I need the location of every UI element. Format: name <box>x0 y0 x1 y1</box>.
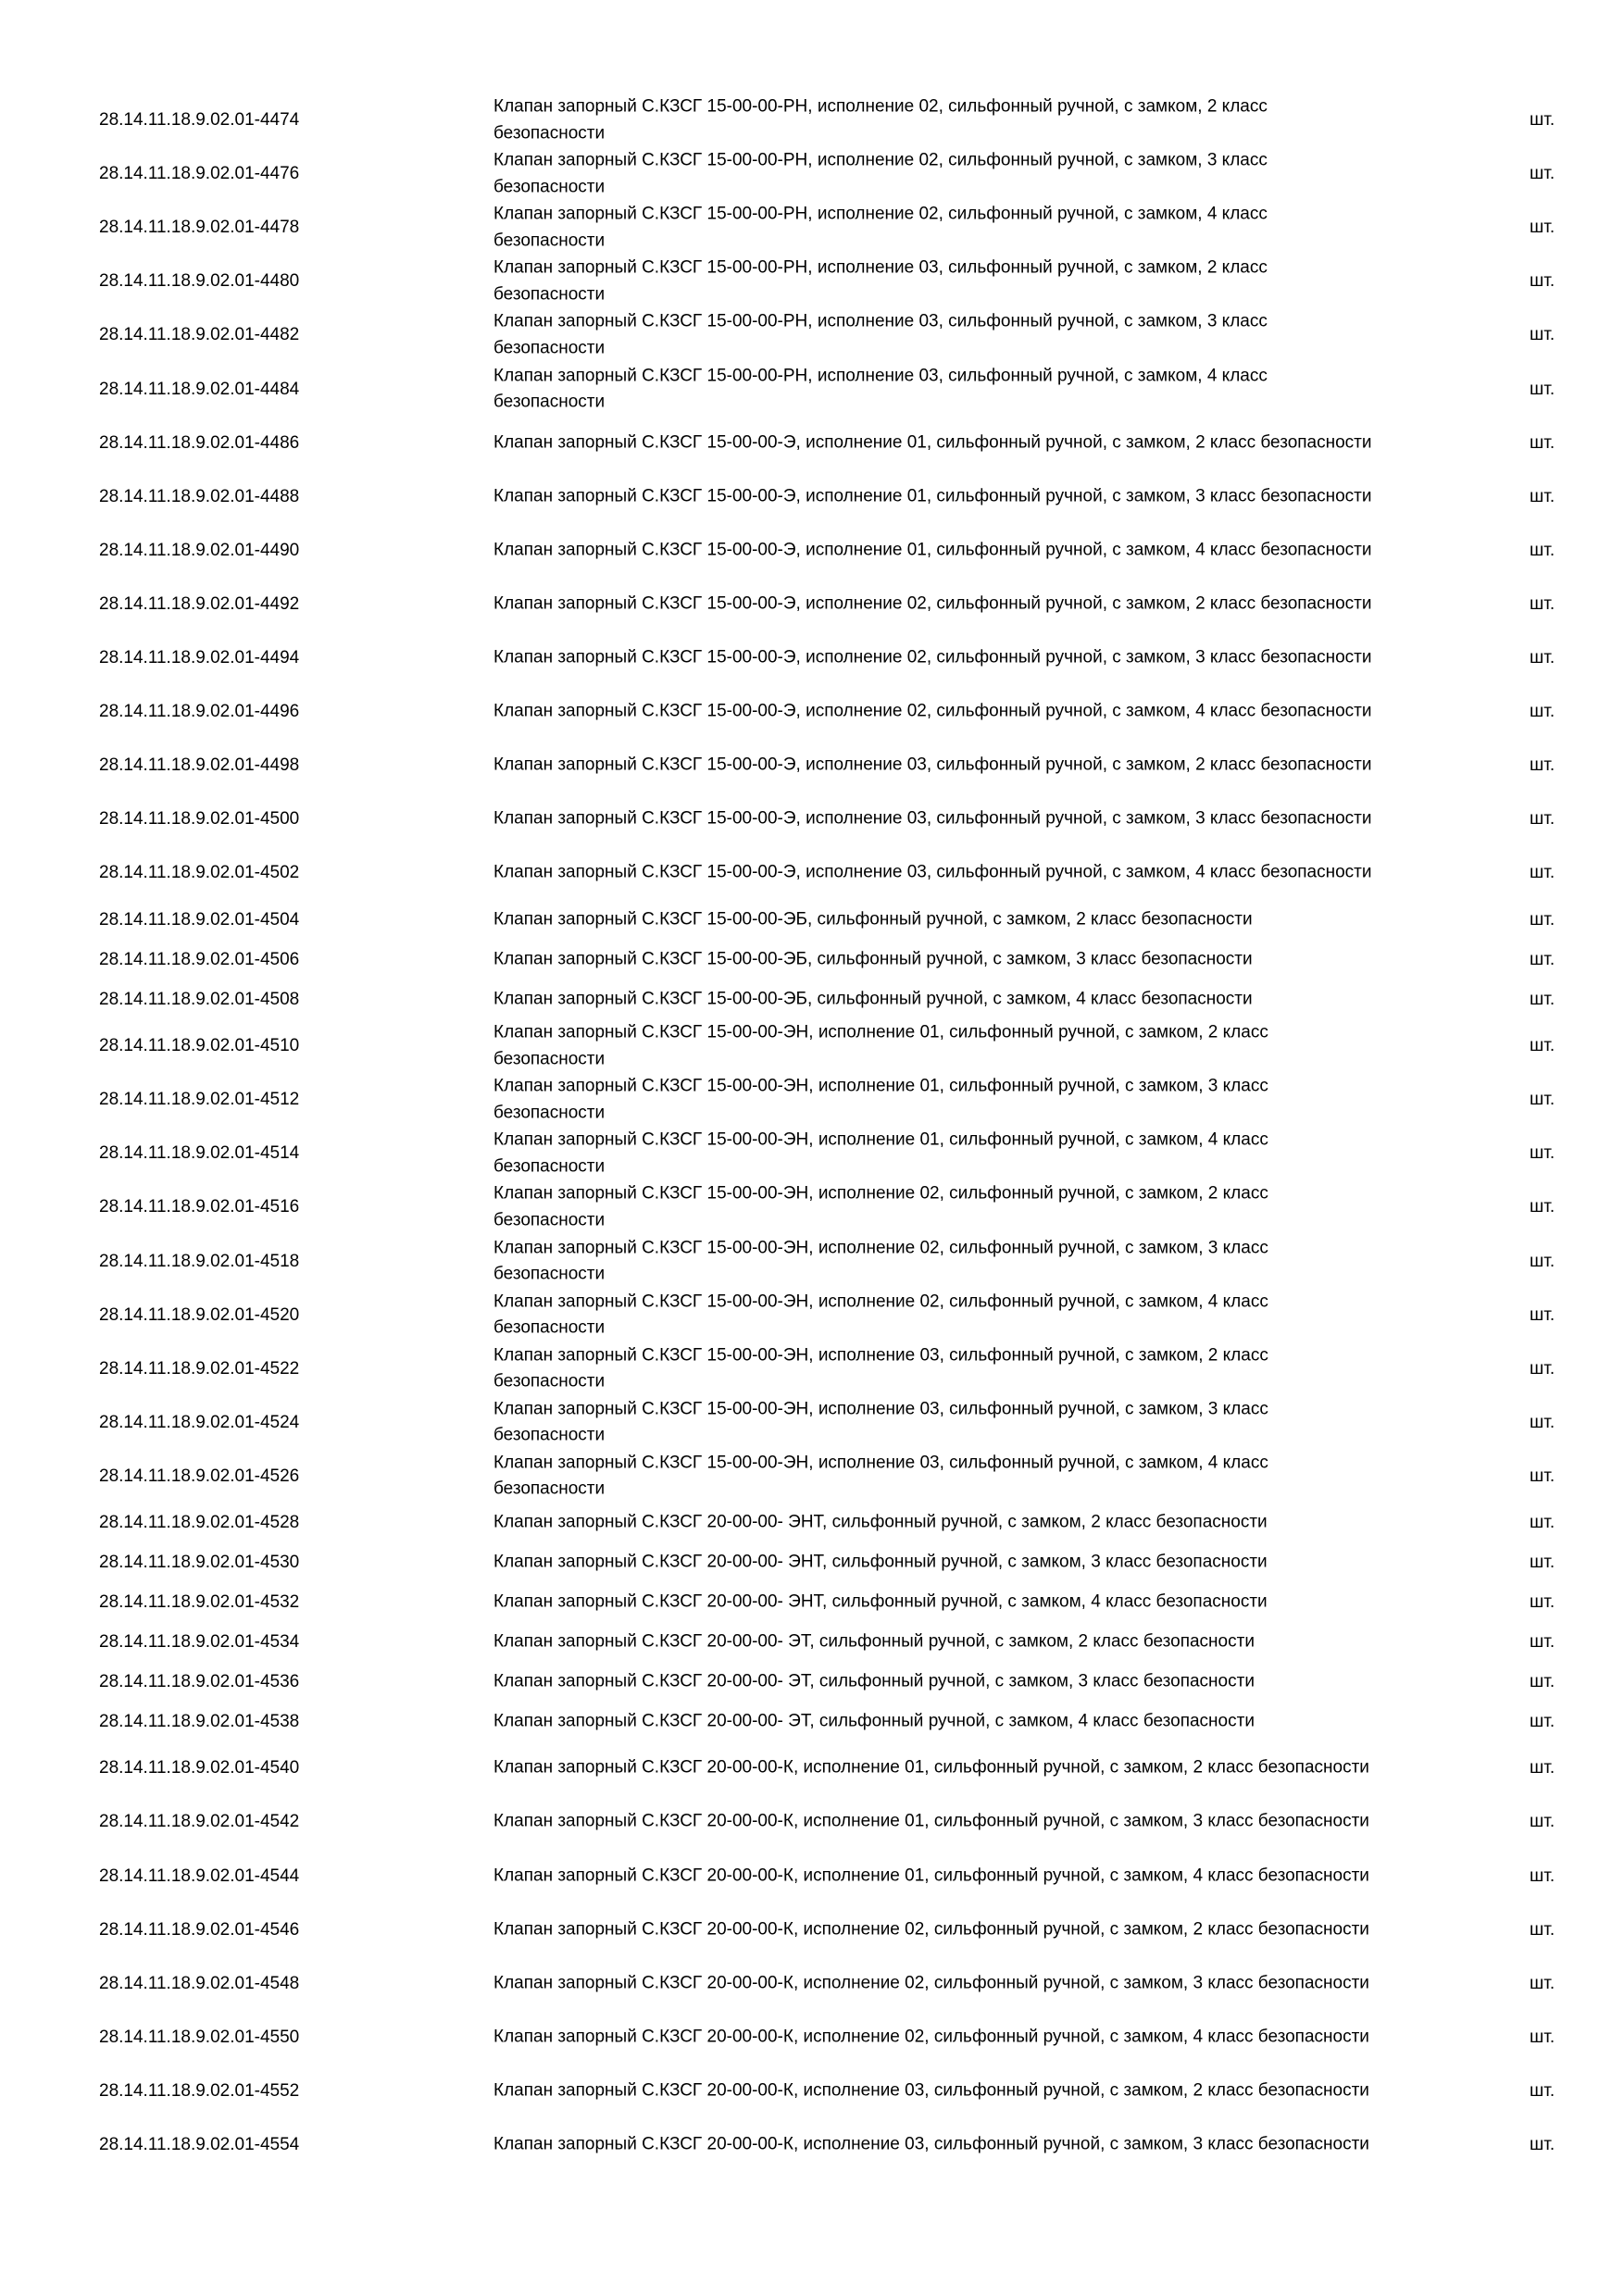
item-code: 28.14.11.18.9.02.01-4530 <box>99 1553 300 1573</box>
table-row <box>0 685 1624 739</box>
item-unit: шт. <box>1530 809 1555 830</box>
item-description: Клапан запорный С.КЗСГ 15-00-00-РН, исполнение 02, сильфонный ручной, с замком, 2 класс безопасности <box>493 96 1268 144</box>
item-description: Клапан запорный С.КЗСГ 15-00-00-ЭБ, сильфонный ручной, с замком, 3 класс безопасности <box>493 949 1253 969</box>
item-code: 28.14.11.18.9.02.01-4524 <box>99 1412 300 1432</box>
item-unit: шт. <box>1530 1197 1555 1217</box>
table-row <box>0 1623 1624 1663</box>
item-description: Клапан запорный С.КЗСГ 15-00-00-ЭН, исполнение 03, сильфонный ручной, с замком, 2 класс безопасности <box>493 1345 1268 1391</box>
item-code: 28.14.11.18.9.02.01-4476 <box>99 164 300 184</box>
table-row <box>0 201 1624 255</box>
item-description: Клапан запорный С.КЗСГ 15-00-00-РН, исполнение 03, сильфонный ручной, с замком, 2 класс безопасности <box>493 257 1268 305</box>
item-code: 28.14.11.18.9.02.01-4496 <box>99 702 300 722</box>
item-unit: шт. <box>1530 2080 1555 2101</box>
item-description: Клапан запорный С.КЗСГ 15-00-00-ЭН, исполнение 02, сильфонный ручной, с замком, 4 класс безопасности <box>493 1292 1268 1338</box>
table-row <box>0 900 1624 940</box>
item-description: Клапан запорный С.КЗСГ 15-00-00-ЭБ, сильфонный ручной, с замком, 2 класс безопасности <box>493 909 1253 930</box>
table-row <box>0 1396 1624 1450</box>
item-code: 28.14.11.18.9.02.01-4504 <box>99 909 300 930</box>
item-unit: шт. <box>1530 702 1555 722</box>
item-description: Клапан запорный С.КЗСГ 15-00-00-РН, исполнение 02, сильфонный ручной, с замком, 3 класс безопасности <box>493 150 1268 197</box>
item-unit: шт. <box>1530 1553 1555 1573</box>
item-code: 28.14.11.18.9.02.01-4486 <box>99 432 300 453</box>
item-unit: шт. <box>1530 1304 1555 1325</box>
item-unit: шт. <box>1530 863 1555 883</box>
table-row <box>0 1849 1624 1903</box>
item-unit: шт. <box>1530 1513 1555 1533</box>
table-row <box>0 362 1624 416</box>
table-row <box>0 1543 1624 1583</box>
item-code: 28.14.11.18.9.02.01-4554 <box>99 2134 300 2154</box>
table-row <box>0 631 1624 685</box>
table-row <box>0 147 1624 201</box>
item-unit: шт. <box>1530 1090 1555 1110</box>
item-description: Клапан запорный С.КЗСГ 20-00-00-К, исполнение 01, сильфонный ручной, с замком, 2 класс безопасности <box>493 1758 1369 1778</box>
item-code: 28.14.11.18.9.02.01-4492 <box>99 593 300 614</box>
item-code: 28.14.11.18.9.02.01-4552 <box>99 2080 300 2101</box>
table-row <box>0 1019 1624 1073</box>
table-row <box>0 846 1624 900</box>
item-description: Клапан запорный С.КЗСГ 20-00-00- ЭТ, сильфонный ручной, с замком, 3 класс безопасности <box>493 1671 1255 1691</box>
table-row <box>0 739 1624 792</box>
item-unit: шт. <box>1530 1812 1555 1832</box>
item-code: 28.14.11.18.9.02.01-4474 <box>99 110 300 131</box>
item-code: 28.14.11.18.9.02.01-4506 <box>99 949 300 969</box>
item-description: Клапан запорный С.КЗСГ 15-00-00-Э, исполнение 02, сильфонный ручной, с замком, 2 класс безопасности <box>493 593 1372 614</box>
table-row <box>0 1234 1624 1288</box>
item-description: Клапан запорный С.КЗСГ 20-00-00-К, исполнение 02, сильфонный ручной, с замком, 3 класс безопасности <box>493 1973 1369 1993</box>
item-code: 28.14.11.18.9.02.01-4542 <box>99 1812 300 1832</box>
table-row <box>0 1450 1624 1504</box>
item-code: 28.14.11.18.9.02.01-4482 <box>99 325 300 345</box>
table-row <box>0 1180 1624 1234</box>
table-row <box>0 524 1624 578</box>
item-unit: шт. <box>1530 1973 1555 1993</box>
table-row <box>0 2011 1624 2065</box>
table-row <box>0 1342 1624 1396</box>
item-code: 28.14.11.18.9.02.01-4534 <box>99 1632 300 1653</box>
item-unit: шт. <box>1530 1036 1555 1056</box>
item-code: 28.14.11.18.9.02.01-4540 <box>99 1758 300 1778</box>
table-row <box>0 2118 1624 2172</box>
item-description: Клапан запорный С.КЗСГ 20-00-00- ЭНТ, сильфонный ручной, с замком, 2 класс безопасности <box>493 1513 1268 1533</box>
item-unit: шт. <box>1530 110 1555 131</box>
table-row <box>0 1795 1624 1849</box>
item-unit: шт. <box>1530 486 1555 506</box>
table-row <box>0 1662 1624 1702</box>
item-description: Клапан запорный С.КЗСГ 15-00-00-РН, исполнение 02, сильфонный ручной, с замком, 4 класс безопасности <box>493 204 1268 251</box>
item-code: 28.14.11.18.9.02.01-4484 <box>99 379 300 399</box>
table-row <box>0 1583 1624 1623</box>
item-unit: шт. <box>1530 271 1555 292</box>
table-row <box>0 1073 1624 1127</box>
item-description: Клапан запорный С.КЗСГ 15-00-00-ЭН, исполнение 03, сильфонный ручной, с замком, 4 класс безопасности <box>493 1453 1268 1499</box>
item-code: 28.14.11.18.9.02.01-4500 <box>99 809 300 830</box>
item-unit: шт. <box>1530 593 1555 614</box>
item-code: 28.14.11.18.9.02.01-4480 <box>99 271 300 292</box>
item-code: 28.14.11.18.9.02.01-4520 <box>99 1304 300 1325</box>
item-code: 28.14.11.18.9.02.01-4516 <box>99 1197 300 1217</box>
item-description: Клапан запорный С.КЗСГ 20-00-00-К, исполнение 02, сильфонный ручной, с замком, 4 класс безопасности <box>493 2027 1369 2047</box>
item-code: 28.14.11.18.9.02.01-4514 <box>99 1143 300 1164</box>
item-code: 28.14.11.18.9.02.01-4490 <box>99 540 300 560</box>
item-code: 28.14.11.18.9.02.01-4546 <box>99 1919 300 1940</box>
item-code: 28.14.11.18.9.02.01-4498 <box>99 755 300 776</box>
item-unit: шт. <box>1530 647 1555 668</box>
table-row <box>0 1702 1624 1741</box>
item-description: Клапан запорный С.КЗСГ 15-00-00-ЭН, исполнение 03, сильфонный ручной, с замком, 3 класс безопасности <box>493 1399 1268 1445</box>
item-code: 28.14.11.18.9.02.01-4532 <box>99 1592 300 1613</box>
item-code: 28.14.11.18.9.02.01-4518 <box>99 1251 300 1271</box>
item-code: 28.14.11.18.9.02.01-4510 <box>99 1036 300 1056</box>
item-description: Клапан запорный С.КЗСГ 15-00-00-ЭН, исполнение 01, сильфонный ручной, с замком, 2 класс безопасности <box>493 1022 1268 1069</box>
item-unit: шт. <box>1530 1466 1555 1486</box>
item-description: Клапан запорный С.КЗСГ 20-00-00- ЭНТ, сильфонный ручной, с замком, 4 класс безопасности <box>493 1591 1268 1612</box>
table-row <box>0 1127 1624 1180</box>
item-unit: шт. <box>1530 2134 1555 2154</box>
item-code: 28.14.11.18.9.02.01-4488 <box>99 486 300 506</box>
table-row <box>0 1957 1624 2011</box>
item-description: Клапан запорный С.КЗСГ 15-00-00-Э, исполнение 03, сильфонный ручной, с замком, 3 класс безопасности <box>493 808 1372 829</box>
item-code: 28.14.11.18.9.02.01-4528 <box>99 1513 300 1533</box>
item-unit: шт. <box>1530 1632 1555 1653</box>
item-unit: шт. <box>1530 1358 1555 1379</box>
item-unit: шт. <box>1530 218 1555 238</box>
item-code: 28.14.11.18.9.02.01-4508 <box>99 989 300 1009</box>
item-description: Клапан запорный С.КЗСГ 15-00-00-Э, исполнение 01, сильфонный ручной, с замком, 4 класс безопасности <box>493 540 1372 560</box>
item-code: 28.14.11.18.9.02.01-4526 <box>99 1466 300 1486</box>
table-row <box>0 1903 1624 1957</box>
table-row <box>0 470 1624 524</box>
item-description: Клапан запорный С.КЗСГ 20-00-00-К, исполнение 01, сильфонный ручной, с замком, 4 класс безопасности <box>493 1866 1369 1886</box>
item-description: Клапан запорный С.КЗСГ 20-00-00- ЭТ, сильфонный ручной, с замком, 2 класс безопасности <box>493 1631 1255 1652</box>
item-description: Клапан запорный С.КЗСГ 20-00-00-К, исполнение 01, сильфонный ручной, с замком, 3 класс безопасности <box>493 1812 1369 1832</box>
item-description: Клапан запорный С.КЗСГ 15-00-00-РН, исполнение 03, сильфонный ручной, с замком, 4 класс безопасности <box>493 365 1268 412</box>
item-code: 28.14.11.18.9.02.01-4538 <box>99 1711 300 1731</box>
item-unit: шт. <box>1530 164 1555 184</box>
item-code: 28.14.11.18.9.02.01-4512 <box>99 1090 300 1110</box>
item-description: Клапан запорный С.КЗСГ 15-00-00-Э, исполнение 03, сильфонный ручной, с замком, 4 класс безопасности <box>493 863 1372 883</box>
item-code: 28.14.11.18.9.02.01-4536 <box>99 1671 300 1691</box>
item-description: Клапан запорный С.КЗСГ 20-00-00-К, исполнение 03, сильфонный ручной, с замком, 3 класс безопасности <box>493 2134 1369 2154</box>
item-unit: шт. <box>1530 1251 1555 1271</box>
item-description: Клапан запорный С.КЗСГ 20-00-00- ЭНТ, сильфонный ручной, с замком, 3 класс безопасности <box>493 1552 1268 1572</box>
item-unit: шт. <box>1530 2027 1555 2047</box>
table-row <box>0 1741 1624 1795</box>
item-unit: шт. <box>1530 432 1555 453</box>
item-unit: шт. <box>1530 949 1555 969</box>
item-unit: шт. <box>1530 1143 1555 1164</box>
price-table <box>0 94 1624 2172</box>
item-unit: шт. <box>1530 989 1555 1009</box>
item-code: 28.14.11.18.9.02.01-4478 <box>99 218 300 238</box>
item-description: Клапан запорный С.КЗСГ 15-00-00-Э, исполнение 01, сильфонный ручной, с замком, 3 класс безопасности <box>493 486 1372 506</box>
table-row <box>0 578 1624 631</box>
item-code: 28.14.11.18.9.02.01-4522 <box>99 1358 300 1379</box>
table-row <box>0 980 1624 1019</box>
table-row <box>0 1504 1624 1543</box>
item-description: Клапан запорный С.КЗСГ 15-00-00-ЭБ, сильфонный ручной, с замком, 4 класс безопасности <box>493 989 1253 1009</box>
table-row <box>0 2065 1624 2118</box>
item-unit: шт. <box>1530 1671 1555 1691</box>
table-row <box>0 94 1624 147</box>
item-description: Клапан запорный С.КЗСГ 20-00-00- ЭТ, сильфонный ручной, с замком, 4 класс безопасности <box>493 1711 1255 1731</box>
item-unit: шт. <box>1530 1711 1555 1731</box>
item-unit: шт. <box>1530 1758 1555 1778</box>
item-unit: шт. <box>1530 1592 1555 1613</box>
item-code: 28.14.11.18.9.02.01-4548 <box>99 1973 300 1993</box>
item-description: Клапан запорный С.КЗСГ 20-00-00-К, исполнение 03, сильфонный ручной, с замком, 2 класс безопасности <box>493 2080 1369 2101</box>
table-row <box>0 308 1624 362</box>
item-description: Клапан запорный С.КЗСГ 15-00-00-Э, исполнение 01, сильфонный ручной, с замком, 2 класс безопасности <box>493 432 1372 453</box>
table-row <box>0 255 1624 308</box>
item-unit: шт. <box>1530 1412 1555 1432</box>
item-unit: шт. <box>1530 1919 1555 1940</box>
item-description: Клапан запорный С.КЗСГ 15-00-00-ЭН, исполнение 01, сильфонный ручной, с замком, 4 класс безопасности <box>493 1129 1268 1177</box>
table-row <box>0 1289 1624 1342</box>
item-description: Клапан запорный С.КЗСГ 15-00-00-Э, исполнение 03, сильфонный ручной, с замком, 2 класс безопасности <box>493 755 1372 775</box>
item-description: Клапан запорный С.КЗСГ 15-00-00-ЭН, исполнение 02, сильфонный ручной, с замком, 3 класс безопасности <box>493 1237 1268 1284</box>
item-unit: шт. <box>1530 540 1555 560</box>
item-unit: шт. <box>1530 325 1555 345</box>
item-description: Клапан запорный С.КЗСГ 20-00-00-К, исполнение 02, сильфонный ручной, с замком, 2 класс безопасности <box>493 1919 1369 1940</box>
item-description: Клапан запорный С.КЗСГ 15-00-00-Э, исполнение 02, сильфонный ручной, с замком, 4 класс безопасности <box>493 701 1372 721</box>
item-description: Клапан запорный С.КЗСГ 15-00-00-Э, исполнение 02, сильфонный ручной, с замком, 3 класс безопасности <box>493 647 1372 668</box>
item-unit: шт. <box>1530 379 1555 399</box>
table-row <box>0 417 1624 470</box>
item-description: Клапан запорный С.КЗСГ 15-00-00-РН, исполнение 03, сильфонный ручной, с замком, 3 класс безопасности <box>493 311 1268 358</box>
item-code: 28.14.11.18.9.02.01-4502 <box>99 863 300 883</box>
item-unit: шт. <box>1530 755 1555 776</box>
table-row <box>0 940 1624 980</box>
item-code: 28.14.11.18.9.02.01-4550 <box>99 2027 300 2047</box>
item-description: Клапан запорный С.КЗСГ 15-00-00-ЭН, исполнение 02, сильфонный ручной, с замком, 2 класс безопасности <box>493 1183 1268 1230</box>
item-code: 28.14.11.18.9.02.01-4544 <box>99 1866 300 1886</box>
item-description: Клапан запорный С.КЗСГ 15-00-00-ЭН, исполнение 01, сильфонный ручной, с замком, 3 класс безопасности <box>493 1076 1268 1123</box>
item-unit: шт. <box>1530 909 1555 930</box>
item-code: 28.14.11.18.9.02.01-4494 <box>99 647 300 668</box>
item-unit: шт. <box>1530 1866 1555 1886</box>
table-row <box>0 792 1624 846</box>
